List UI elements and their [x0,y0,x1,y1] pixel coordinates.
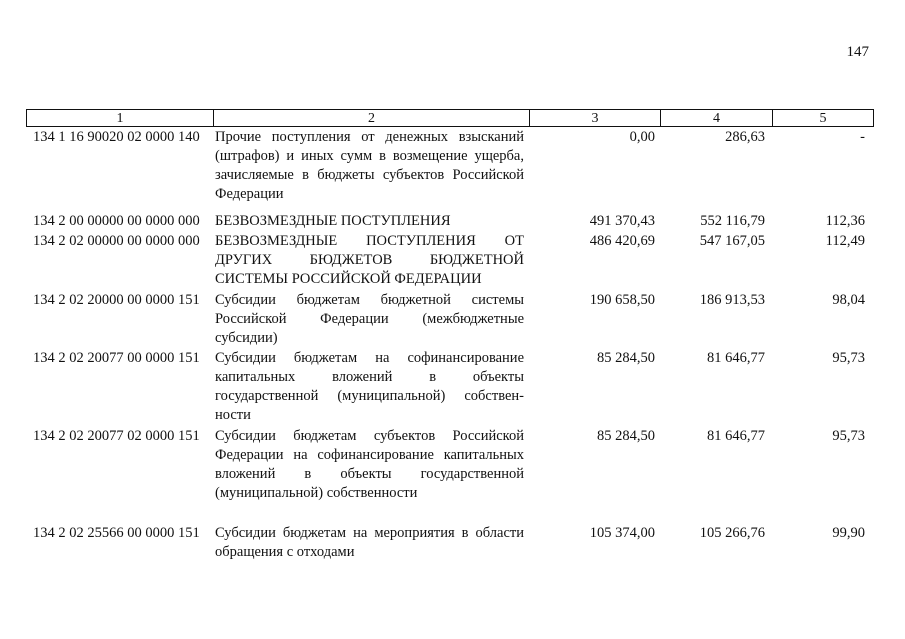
item-name [215,212,524,231]
column-header-row [27,110,874,127]
value-col5: - [860,129,865,145]
value-col3: 105 374,00 [589,525,655,541]
value-col3: 0,00 [629,129,655,145]
budget-code: 134 2 00 00000 00 0000 000 [33,213,200,229]
item-name-line: зачисляемые в бюджеты субъектов Российской [215,167,524,183]
value-col5: 95,73 [832,428,865,444]
column-header-4: 4 [661,110,773,127]
value-col4: 547 167,05 [699,233,765,249]
value-col5: 98,04 [832,292,865,308]
value-col3: 491 370,43 [589,213,655,229]
item-name-line: Субсидии бюджетам бюджетной системы [215,292,524,308]
value-col4: 286,63 [725,129,765,145]
value-col5: 95,73 [832,350,865,366]
value-col4: 552 116,79 [700,213,765,229]
column-header-5: 5 [773,110,874,127]
item-name [215,349,524,425]
item-name-line: Прочие поступления от денежных взысканий [215,129,524,145]
value-col4: 81 646,77 [707,428,765,444]
item-name-line: Субсидии бюджетам на софинансирование [215,350,524,366]
value-col3: 486 420,69 [589,233,655,249]
value-col3: 85 284,50 [597,350,655,366]
item-name-line: (муниципальной) собственности [215,485,418,501]
value-col5: 112,36 [825,213,865,229]
budget-code: 134 2 02 20077 02 0000 151 [33,428,200,444]
item-name-line: Субсидии бюджетам субъектов Российской [215,428,524,444]
value-col3: 190 658,50 [589,292,655,308]
value-col4: 186 913,53 [699,292,765,308]
item-name-line: БЕЗВОЗМЕЗДНЫЕ ПОСТУПЛЕНИЯ ОТ [215,233,524,249]
value-col5: 99,90 [832,525,865,541]
budget-code: 134 2 02 20000 00 0000 151 [33,292,200,308]
item-name-line: обращения с отходами [215,544,355,560]
page-number: 147 [846,44,869,60]
column-header-1: 1 [27,110,214,127]
item-name-line: (штрафов) и иных сумм в возмещение ущерба, [215,148,524,164]
item-name-line: Российской Федерации (межбюджетные [215,311,524,327]
item-name-line: Федерации [215,186,284,202]
budget-code: 134 2 02 25566 00 0000 151 [33,525,200,541]
item-name-line: ДРУГИХ БЮДЖЕТОВ БЮДЖЕТНОЙ [215,252,524,268]
column-header-3: 3 [530,110,661,127]
item-name [215,232,524,289]
item-name-line: государственной (муниципальной) собствен- [215,388,524,404]
item-name-line: вложений в объекты государственной [215,466,524,482]
item-name-line: Субсидии бюджетам на мероприятия в области [215,525,524,541]
budget-code: 134 2 02 20077 00 0000 151 [33,350,200,366]
value-col5: 112,49 [825,233,865,249]
item-name [215,524,524,562]
value-col4: 81 646,77 [707,350,765,366]
item-name-line: БЕЗВОЗМЕЗДНЫЕ ПОСТУПЛЕНИЯ [215,213,451,229]
column-header-2: 2 [214,110,530,127]
item-name-line: Федерации на софинансирование капитальных [215,447,524,463]
budget-code: 134 2 02 00000 00 0000 000 [33,233,200,249]
item-name-line: ности [215,407,251,423]
budget-code: 134 1 16 90020 02 0000 140 [33,129,200,145]
item-name [215,427,524,503]
item-name-line: субсидии) [215,330,278,346]
column-header-table [26,109,874,127]
item-name-line: капитальных вложений в объекты [215,369,524,385]
item-name-line: СИСТЕМЫ РОССИЙСКОЙ ФЕДЕРАЦИИ [215,271,482,287]
value-col3: 85 284,50 [597,428,655,444]
item-name [215,128,524,204]
item-name [215,291,524,348]
value-col4: 105 266,76 [699,525,765,541]
